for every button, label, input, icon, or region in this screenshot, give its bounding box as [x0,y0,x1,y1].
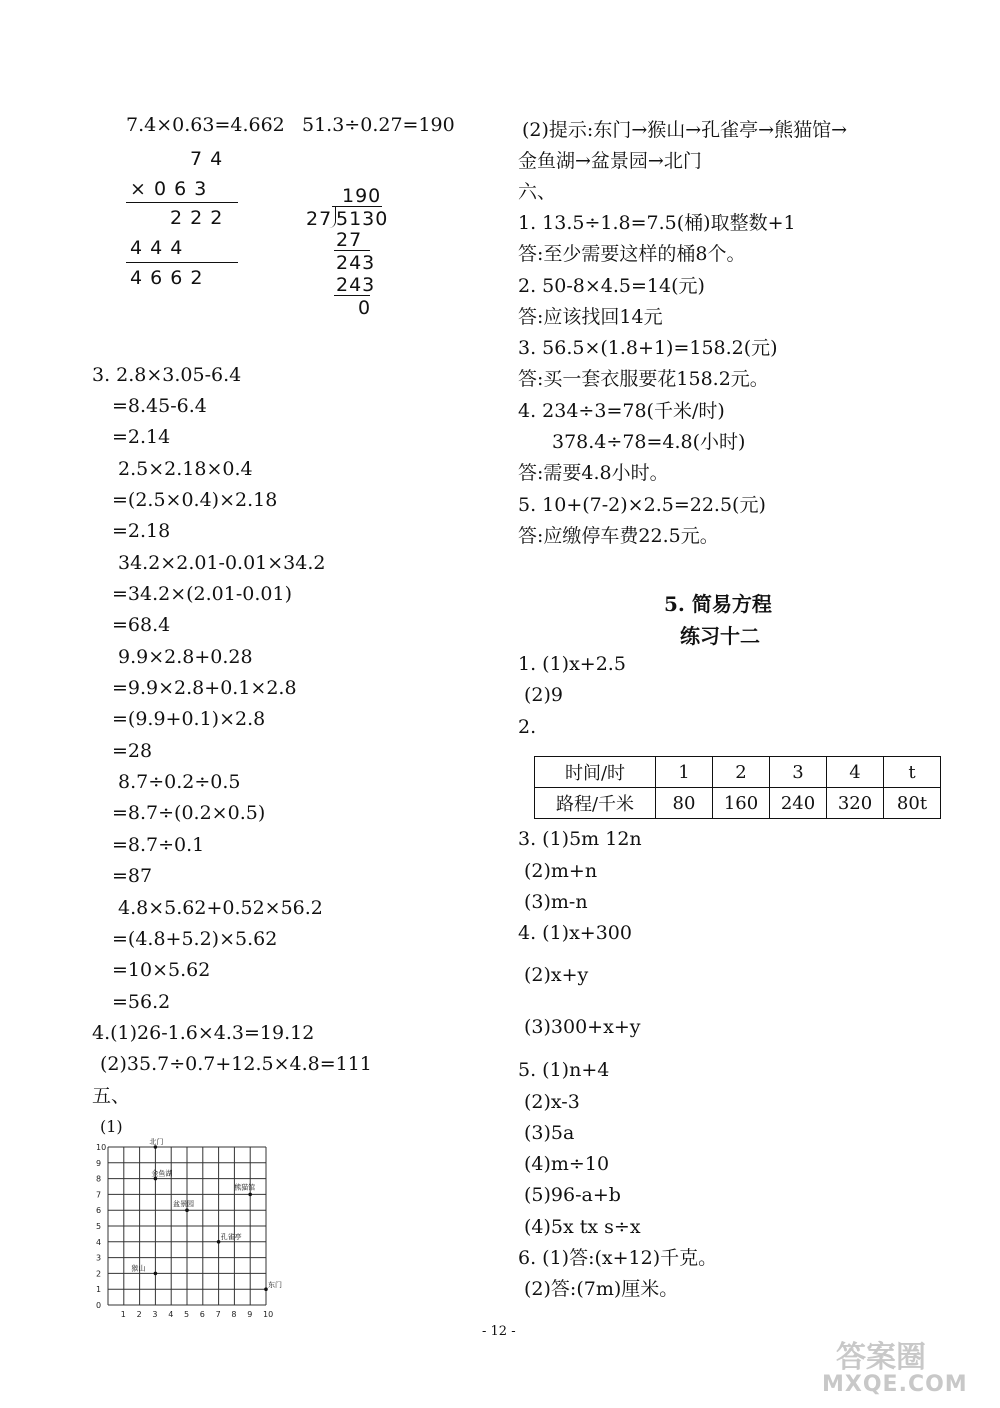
answer-line: 答:应缴停车费22.5元。 [518,525,719,547]
answer-line: 答:至少需要这样的桶8个。 [518,243,746,265]
mult-operand-b: × 0 6 3 [130,178,208,200]
answer-line: (3)300+x+y [524,1016,641,1038]
y-tick-label: 4 [96,1237,102,1247]
x-tick-label: 1 [120,1310,126,1319]
answer-line: 2. [518,716,537,738]
q3-line: =2.18 [112,520,171,542]
q3-line: =2.14 [112,426,171,448]
watermark-url: MXQE.COM [822,1372,968,1397]
answer-line: (2)提示:东门→猴山→孔雀亭→熊猫馆→ [522,119,847,141]
answer-line: 1. (1)x+2.5 [518,653,626,675]
x-tick-label: 10 [263,1310,274,1319]
section-five: 五、 [92,1085,131,1107]
y-tick-label: 5 [96,1222,102,1231]
q3-line: =8.45-6.4 [112,395,207,417]
landmark-point [185,1208,189,1212]
table-cell: 240 [770,788,827,819]
answer-line: 378.4÷78=4.8(小时) [552,431,746,453]
q3-line: =28 [112,740,153,762]
q4-line-1: 4.(1)26-1.6×4.3=19.12 [92,1022,315,1044]
landmark-point [248,1193,252,1197]
landmark-label: 北门 [149,1138,164,1146]
y-tick-label: 3 [96,1253,102,1263]
answer-line: 4. (1)x+300 [518,922,632,944]
answer-line: 答:买一套衣服要花158.2元。 [518,368,769,390]
x-tick-label: 9 [247,1310,253,1319]
answer-line: (2)9 [524,684,564,706]
y-tick-label: 8 [96,1174,102,1184]
answer-line: (2)x+y [524,964,589,986]
answer-line: 1. 13.5÷1.8=7.5(桶)取整数+1 [518,212,796,234]
answer-line: 4. 234÷3=78(千米/时) [518,400,725,422]
section-title: 5. 简易方程 [664,592,772,616]
answer-line: (3)5a [524,1122,575,1144]
q3-line: =(9.9+0.1)×2.8 [112,708,266,730]
watermark-logo: 答案圈 [836,1340,926,1375]
answer-line: 2. 50-8×4.5=14(元) [518,275,705,297]
q3-line: =9.9×2.8+0.1×2.8 [112,677,297,699]
q3-line: =8.7÷(0.2×0.5) [112,802,266,824]
table-cell: 160 [713,788,770,819]
answer-line: (2)x-3 [524,1091,580,1113]
answer-line: (5)96-a+b [524,1184,621,1206]
q3-line: =68.4 [112,614,171,636]
q3-line: =87 [112,865,153,887]
div-step-1: 27 [336,229,363,251]
x-tick-label: 7 [215,1310,221,1319]
time-distance-table [534,756,941,819]
div-divisor: 27 [306,208,333,230]
answer-line: 答:应该找回14元 [518,306,663,328]
table-cell: 4 [827,757,884,788]
y-tick-label: 0 [96,1301,102,1310]
table-cell: 80 [656,788,713,819]
answer-line: (4)m÷10 [524,1153,610,1175]
answer-line: 5. 10+(7-2)×2.5=22.5(元) [518,494,766,516]
y-tick-label: 6 [96,1206,102,1216]
answer-line: 6. (1)答:(x+12)千克。 [518,1247,718,1269]
section-subtitle: 练习十二 [680,624,760,648]
landmark-label: 盆景园 [173,1200,194,1209]
section-five-1: (1) [100,1117,123,1136]
q3-line: =10×5.62 [112,959,211,981]
mult-partial-2: 4 4 4 [130,237,184,259]
mult-line-2 [126,262,238,263]
table-cell: 路程/千米 [535,788,656,819]
answer-line: (2)答:(7m)厘米。 [524,1278,679,1300]
div-step-2: 243 [336,252,376,274]
mult-line-1 [126,202,238,203]
landmark-point [154,1272,158,1276]
answer-line: 金鱼湖→盆景园→北门 [518,150,702,172]
table-row [535,757,941,788]
div-quotient: 190 [342,185,382,207]
answer-line: (4)5x tx s÷x [524,1216,641,1238]
landmark-label: 东门 [268,1281,282,1290]
q3-line: =(4.8+5.2)×5.62 [112,928,278,950]
q3-line: =8.7÷0.1 [112,834,205,856]
x-tick-label: 2 [136,1310,142,1319]
q3-line: =34.2×(2.01-0.01) [112,583,292,605]
table-cell: 80t [884,788,941,819]
q3-line: 2.5×2.18×0.4 [118,458,253,480]
x-tick-label: 5 [184,1310,190,1319]
y-tick-label: 7 [96,1190,102,1200]
mult-operand-a: 7 4 [190,148,224,170]
y-tick-label: 2 [96,1269,102,1279]
answer-line: 答:需要4.8小时。 [518,462,669,484]
landmark-label: 熊猫馆 [234,1183,256,1192]
section-six: 六、 [518,181,557,203]
y-tick-label: 10 [96,1143,107,1152]
landmark-label: 金鱼湖 [151,1169,173,1178]
table-cell: t [884,757,941,788]
mult-result: 4 6 6 2 [130,267,204,289]
q3-line: 8.7÷0.2÷0.5 [118,771,241,793]
table-cell: 1 [656,757,713,788]
div-dividend: 5130 [336,208,389,230]
x-tick-label: 8 [231,1310,237,1319]
table-cell: 3 [770,757,827,788]
answer-line: 3. 56.5×(1.8+1)=158.2(元) [518,337,778,359]
answer-line: 3. (1)5m 12n [518,828,642,850]
div-step-3: 243 [336,274,376,296]
q3-line: =(2.5×0.4)×2.18 [112,489,278,511]
table-cell: 时间/时 [535,757,656,788]
mult-partial-1: 2 2 2 [170,207,224,229]
q3-line: 34.2×2.01-0.01×34.2 [118,552,326,574]
answer-line: (3)m-n [524,891,588,913]
q3-line: 9.9×2.8+0.28 [118,646,253,668]
calc-line-2: 51.3÷0.27=190 [302,114,455,136]
y-tick-label: 1 [96,1285,102,1295]
table-cell: 2 [713,757,770,788]
landmark-label: 猴山 [131,1264,146,1273]
table-row [535,788,941,819]
div-bracket [329,206,336,228]
q3-line: 3. 2.8×3.05-6.4 [92,364,242,386]
q4-line-2: (2)35.7÷0.7+12.5×4.8=111 [100,1053,372,1075]
div-remainder: 0 [358,297,372,319]
landmark-label: 孔雀亭 [220,1232,242,1241]
q3-line: =56.2 [112,991,171,1013]
y-tick-label: 9 [96,1158,102,1168]
page-number: - 12 - [482,1324,516,1339]
x-tick-label: 3 [152,1310,158,1319]
x-tick-label: 4 [168,1310,174,1319]
x-tick-label: 6 [199,1310,205,1319]
table-cell: 320 [827,788,884,819]
answer-line: 5. (1)n+4 [518,1059,610,1081]
calc-line-1: 7.4×0.63=4.662 [126,114,285,136]
q3-line: 4.8×5.62+0.52×56.2 [118,897,323,919]
coordinate-map [88,1138,318,1325]
answer-line: (2)m+n [524,860,598,882]
